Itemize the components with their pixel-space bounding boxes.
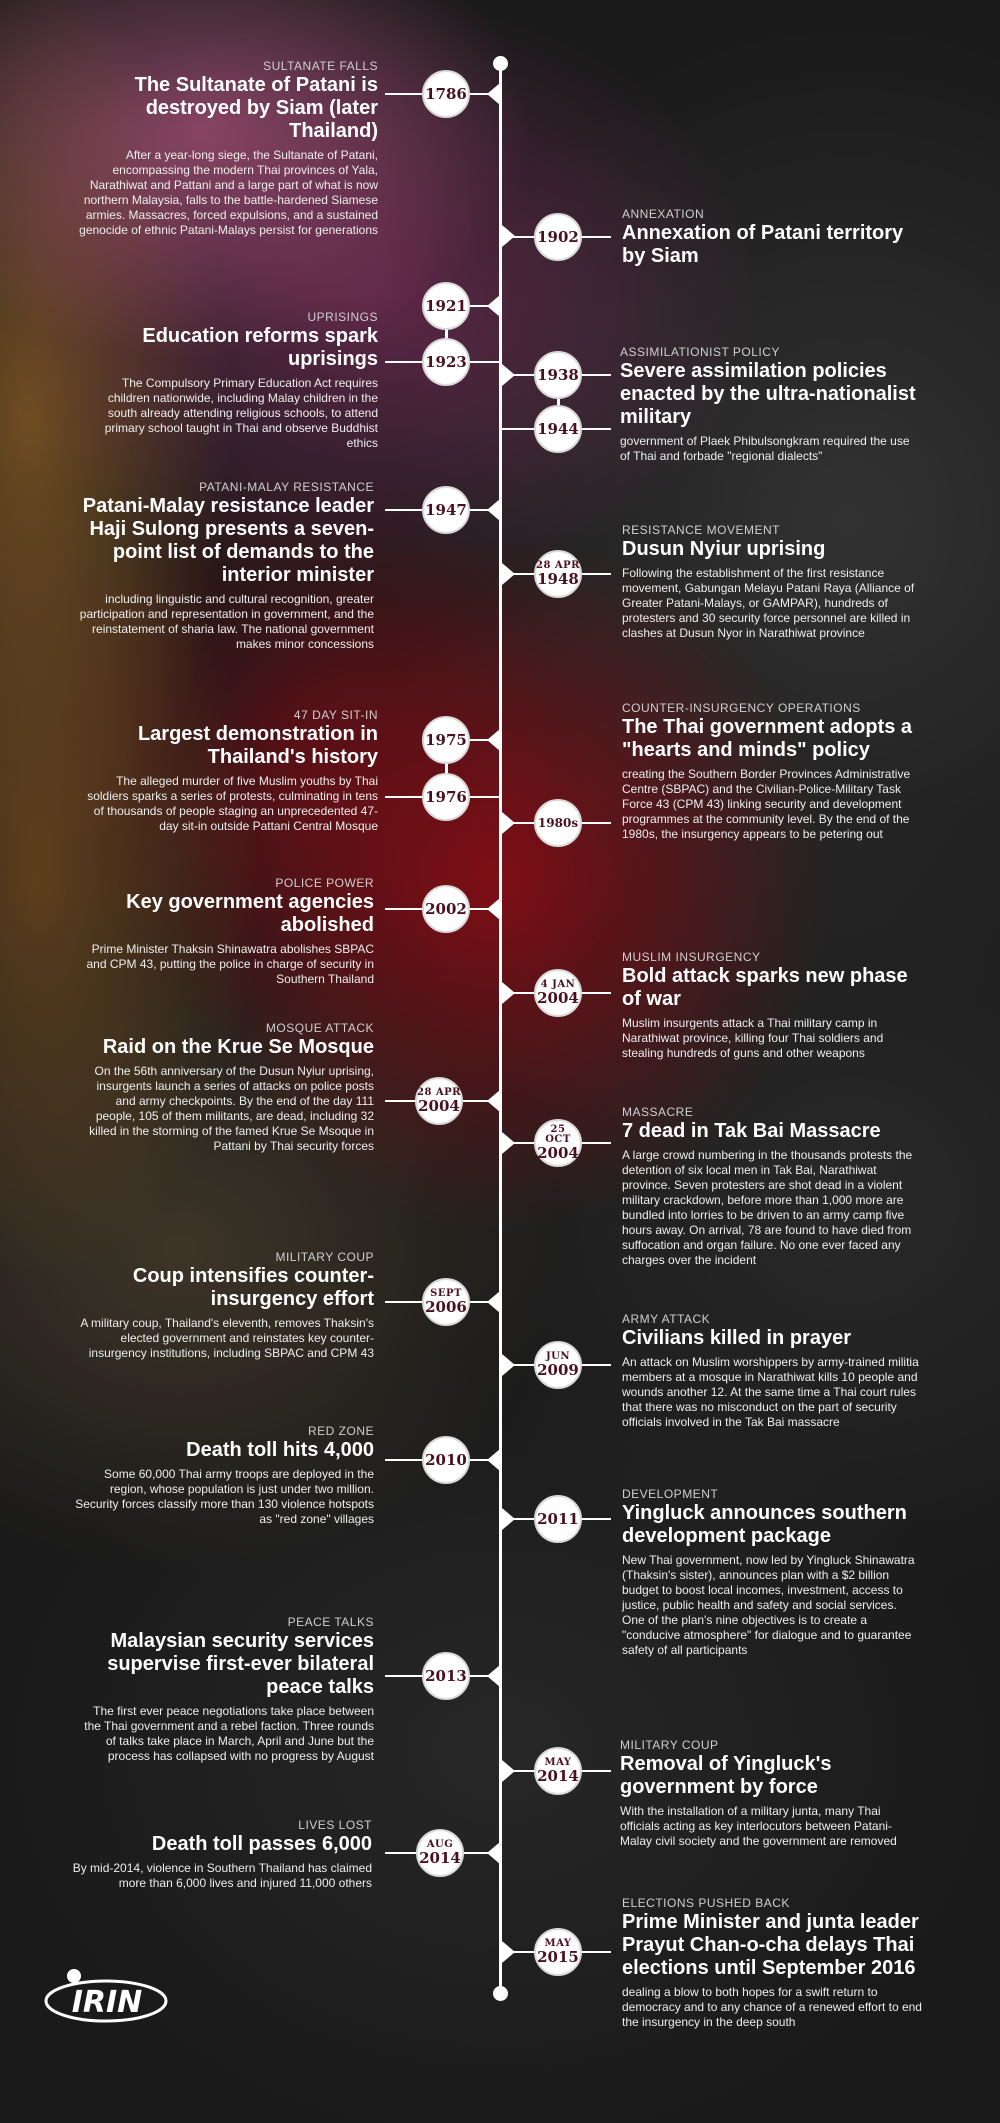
event-category: LIVES LOST: [298, 1818, 372, 1832]
event-2004-oct: [622, 1105, 922, 1268]
event-1938: [620, 345, 920, 464]
event-category: ASSIMILATIONIST POLICY: [620, 345, 780, 359]
year-badge: 1975: [422, 716, 470, 764]
event-text: By mid-2014, violence in Southern Thailand has claimed more than 6,000 lives and injured 11,000 others: [72, 1861, 372, 1890]
event-2015: [622, 1896, 922, 2030]
event-text: With the installation of a military junta, many Thai officials acting as key interlocutors between Patani-Malay civil society and the government are removed: [620, 1804, 897, 1848]
event-text: Prime Minister Thaksin Shinawatra abolishes SBPAC and CPM 43, putting the police in charge of security in Southern Thailand: [86, 942, 374, 986]
event-category: MILITARY COUP: [275, 1250, 374, 1264]
event-title: The Thai government adopts a "hearts and minds" policy: [622, 716, 913, 761]
year-badge: 28 APR 1948: [534, 550, 582, 598]
year-badge: 1921: [422, 282, 470, 330]
event-title: Bold attack sparks new phase of war: [622, 965, 908, 1010]
event-category: MOSQUE ATTACK: [265, 1021, 374, 1035]
year-badge: JUN 2009: [534, 1341, 582, 1389]
year-badge: 2002: [422, 885, 470, 933]
event-category: ARMY ATTACK: [622, 1312, 711, 1326]
event-2004-apr: [74, 1021, 374, 1154]
year-badge: 1923: [422, 338, 470, 386]
year-badge: 4 JAN 2004: [534, 969, 582, 1017]
event-text: Following the establishment of the first resistance movement, Gabungan Melayu Patani Raya (Alliance of Greater Patani-Malays, or GAMPAR), hundreds of protesters and 30 security force personnel are killed in clashes at Dusun Nyor in Narathiwat province: [622, 566, 915, 640]
event-1923: [78, 310, 378, 451]
event-text: government of Plaek Phibulsongkram required the use of Thai and forbade "regional dialects": [620, 434, 910, 463]
event-title: The Sultanate of Patani is destroyed by Siam (later Thailand): [134, 74, 378, 142]
event-category: DEVELOPMENT: [622, 1487, 719, 1501]
event-title: Yingluck announces southern development package: [622, 1502, 907, 1547]
year-badge: 1980s: [534, 799, 582, 847]
year-badge: 1944: [534, 405, 582, 453]
year-badge: 28 APR 2004: [415, 1077, 463, 1125]
event-2006: [74, 1250, 374, 1361]
event-title: Malaysian security services supervise first-ever bilateral peace talks: [107, 1630, 374, 1698]
event-2014-may: [620, 1738, 920, 1849]
event-1786: [78, 59, 378, 238]
event-text: The Compulsory Primary Education Act requires children nationwide, including Malay children in the south already attending religious schools, to attend primary school taught in Thai and observe Buddhist ethics: [104, 376, 378, 450]
event-1980s: [622, 701, 922, 842]
event-1902: [622, 207, 922, 268]
event-category: POLICE POWER: [275, 876, 374, 890]
event-title: Civilians killed in prayer: [622, 1327, 851, 1349]
timeline-end-cap: [493, 1986, 508, 2001]
event-2009: [622, 1312, 922, 1430]
year-badge: 1902: [534, 213, 582, 261]
event-category: ELECTIONS PUSHED BACK: [622, 1896, 790, 1910]
event-category: 47 DAY SIT-IN: [293, 708, 378, 722]
event-text: including linguistic and cultural recognition, greater participation and representation in government, and the reinstatement of sharia law. The national government makes minor concessions: [79, 592, 374, 651]
event-category: MUSLIM INSURGENCY: [622, 950, 761, 964]
event-text: After a year-long siege, the Sultanate of Patani, encompassing the modern Thai provinces of Yala, Narathiwat and Pattani and a large part of what is now northern Malaysia, falls to the battle-hardened Siamese armies. Massacres, forced expulsions, and a sustained genocide of ethnic Patani-Malays persist for generations: [79, 148, 378, 237]
logo-text: IRIN: [71, 1985, 143, 2020]
event-title: Death toll passes 6,000: [151, 1833, 372, 1855]
event-text: Some 60,000 Thai army troops are deployed in the region, whose population is just under two million. Security forces classify more than 130 violence hotspots as "red zone" villages: [75, 1467, 374, 1526]
event-2013: [74, 1615, 374, 1764]
event-title: Prime Minister and junta leader Prayut Chan-o-cha delays Thai elections until September 2016: [622, 1911, 919, 1979]
event-1948: [622, 523, 922, 641]
year-badge: 1938: [534, 351, 582, 399]
event-text: On the 56th anniversary of the Dusun Nyiur uprising, insurgents launch a series of attacks on police posts and army checkpoints. By the end of the day 111 people, 105 of them militants, are dead, including 32 killed in the storming of the famed Krue Se Msoque in Pattani by Thai security forces: [89, 1064, 374, 1153]
event-text: The first ever peace negotiations take place between the Thai government and a rebel faction. Three rounds of talks take place in March, April and June but the process has collapsed with no progress by August: [84, 1704, 374, 1763]
event-title: Severe assimilation policies enacted by the ultra-nationalist military: [620, 360, 916, 428]
event-title: Key government agencies abolished: [126, 891, 374, 936]
event-text: Muslim insurgents attack a Thai military camp in Narathiwat province, killing four Thai soldiers and stealing hundreds of guns and other weapons: [622, 1016, 884, 1060]
event-text: New Thai government, now led by Yingluck Shinawatra (Thaksin's sister), announces plan with a $2 billion budget to boost local incomes, investment, access to justice, public health and safety and social services. One of the plan's nine objectives is to create a "conducive atmosphere" for dialogue and to guarantee safety of all participants: [622, 1553, 915, 1657]
year-badge: 1947: [422, 486, 470, 534]
event-title: Annexation of Patani territory by Siam: [622, 222, 904, 267]
event-text: A military coup, Thailand's eleventh, removes Thaksin's elected government and reinstates key counter-insurgency institutions, including SBPAC and CPM 43: [80, 1316, 374, 1360]
event-category: RESISTANCE MOVEMENT: [622, 523, 780, 537]
year-badge: 2010: [422, 1436, 470, 1484]
event-title: Removal of Yingluck's government by force: [620, 1753, 832, 1798]
event-text: An attack on Muslim worshippers by army-trained militia members at a mosque in Narathiwat kills 10 people and wounds another 12. At the same time a Thai court rules that there was no misconduct on the part of security officials involved in the Tak Bai massacre: [622, 1355, 919, 1429]
event-text: dealing a blow to both hopes for a swift return to democracy and to any chance of a renewed effort to end the insurgency in the deep south: [622, 1985, 922, 2029]
event-category: RED ZONE: [307, 1424, 374, 1438]
year-badge: 1786: [422, 70, 470, 118]
event-category: PEACE TALKS: [287, 1615, 374, 1629]
year-badge: AUG 2014: [416, 1829, 464, 1877]
timeline-start-cap: [493, 56, 508, 71]
event-2004-jan: [622, 950, 922, 1061]
event-category: COUNTER-INSURGENCY OPERATIONS: [622, 701, 861, 715]
event-text: creating the Southern Border Provinces Administrative Centre (SBPAC) and the Civilian-Police-Military Task Force 43 (CPM 43) linking security and development programmes at the community level. By the end of the 1980s, the insurgency appears to be petering out: [622, 767, 911, 841]
event-text: The alleged murder of five Muslim youths by Thai soldiers sparks a series of protests, culminating in tens of thousands of people staging an unprecedented 47-day sit-in outside Pattani Central Mosque: [87, 774, 378, 833]
timeline-spine: [499, 62, 502, 1994]
event-2010: [74, 1424, 374, 1527]
irin-logo: [44, 1966, 169, 2030]
event-2002: [74, 876, 374, 987]
event-title: Patani-Malay resistance leader Haji Sulong presents a seven-point list of demands to the interior minister: [82, 495, 374, 586]
event-title: Largest demonstration in Thailand's history: [137, 723, 378, 768]
event-category: MASSACRE: [622, 1105, 694, 1119]
year-badge: 25 OCT 2004: [534, 1119, 582, 1167]
year-badge: MAY 2014: [534, 1747, 582, 1795]
year-badge: 2011: [534, 1495, 582, 1543]
event-title: Education reforms spark uprisings: [142, 325, 378, 370]
year-badge: 1976: [422, 773, 470, 821]
event-2011: [622, 1487, 922, 1658]
event-category: ANNEXATION: [622, 207, 705, 221]
year-badge: MAY 2015: [534, 1928, 582, 1976]
event-text: A large crowd numbering in the thousands protests the detention of six local men in Tak Bai, Narathiwat province. Seven protesters are shot dead in a violent military crackdown, before more than 1,000 more are bundled into lorries to be driven to an army camp five hours away. On arrival, 78 are found to have died from suffocation and organ failure. No one ever faced any charges over the incident: [622, 1148, 913, 1267]
event-category: MILITARY COUP: [620, 1738, 719, 1752]
event-category: UPRISINGS: [307, 310, 378, 324]
event-title: Death toll hits 4,000: [186, 1439, 374, 1461]
year-badge: 2013: [422, 1652, 470, 1700]
event-title: Coup intensifies counter-insurgency effort: [132, 1265, 374, 1310]
event-title: Dusun Nyiur uprising: [622, 538, 826, 560]
event-category: SULTANATE FALLS: [263, 59, 378, 73]
event-1947: [74, 480, 374, 652]
year-badge: SEPT 2006: [422, 1278, 470, 1326]
event-1975-1976: [78, 708, 378, 834]
event-title: 7 dead in Tak Bai Massacre: [622, 1120, 881, 1142]
event-title: Raid on the Krue Se Mosque: [102, 1036, 374, 1058]
event-2014-aug: [72, 1818, 372, 1891]
event-category: PATANI-MALAY RESISTANCE: [199, 480, 374, 494]
